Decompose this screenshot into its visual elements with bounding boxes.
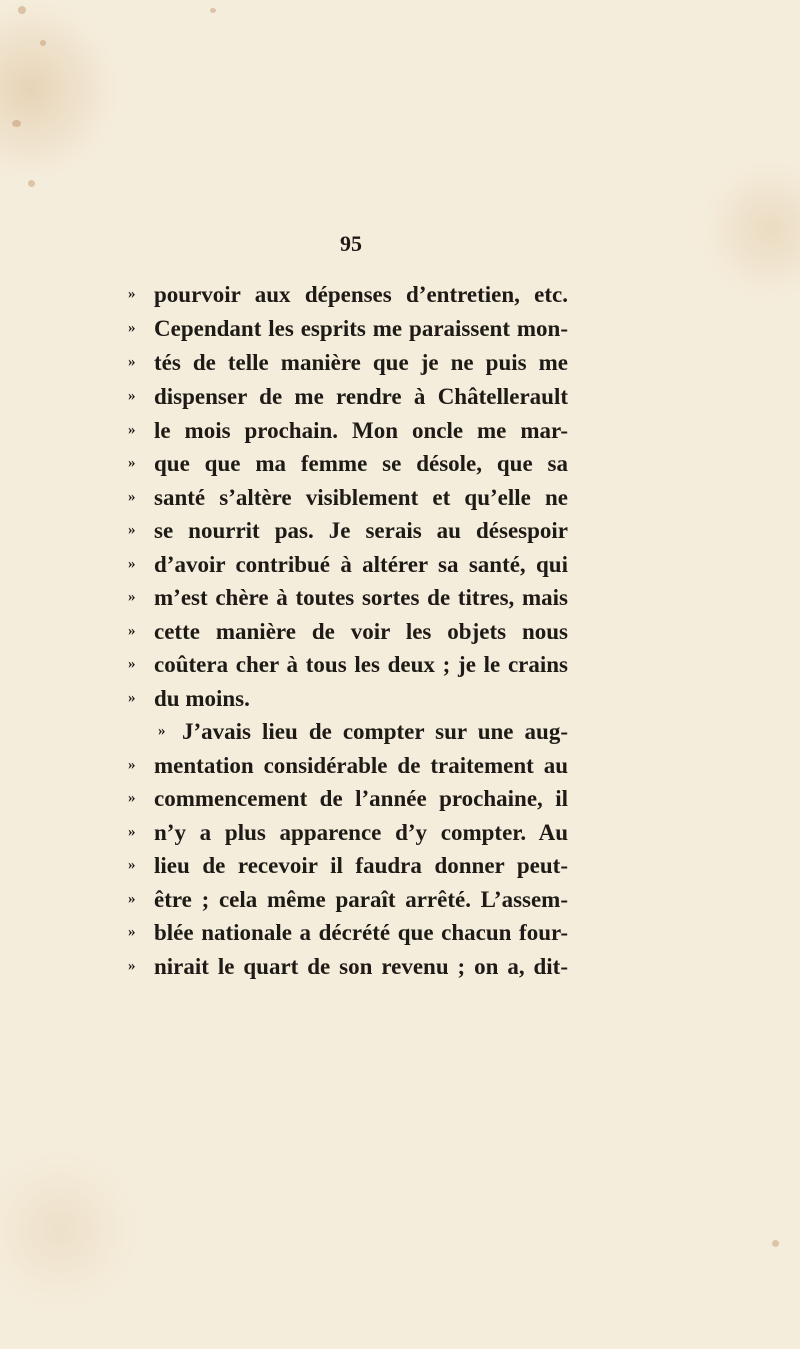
foxing-spot — [28, 180, 35, 187]
quote-mark: » — [128, 891, 136, 907]
foxing-spot — [18, 6, 26, 14]
text-line — [128, 447, 568, 480]
text-line — [128, 682, 568, 715]
text-line — [128, 312, 568, 345]
line-text: commencement de l’année prochaine, il — [154, 786, 568, 811]
line-text: que que ma femme se désole, que sa — [154, 451, 568, 476]
quote-mark: » — [128, 286, 136, 302]
quote-mark: » — [128, 354, 136, 370]
line-text: pourvoir aux dépenses d’entretien, etc. — [154, 282, 568, 307]
line-text: dispenser de me rendre à Châtellerault — [154, 384, 568, 409]
line-text: m’est chère à toutes sortes de titres, mais — [154, 585, 568, 610]
quote-mark: » — [158, 723, 166, 739]
line-text: coûtera cher à tous les deux ; je le crains — [154, 652, 568, 677]
line-text: se nourrit pas. Je serais au désespoir — [154, 518, 568, 543]
text-line — [128, 883, 568, 916]
text-line — [128, 749, 568, 782]
line-text: être ; cela même paraît arrêté. L’assem- — [154, 887, 568, 912]
text-line — [128, 849, 568, 882]
foxing-spot — [12, 120, 21, 127]
text-line — [128, 514, 568, 547]
text-line — [128, 278, 568, 311]
text-line — [128, 414, 568, 447]
line-text: Cependant les esprits me paraissent mon- — [154, 316, 568, 341]
line-text: mentation considérable de traitement au — [154, 753, 568, 778]
quote-mark: » — [128, 589, 136, 605]
line-text: le mois prochain. Mon oncle me mar- — [154, 418, 568, 443]
quote-mark: » — [128, 958, 136, 974]
quote-mark: » — [128, 489, 136, 505]
text-line — [128, 581, 568, 614]
text-line — [128, 816, 568, 849]
quote-mark: » — [128, 320, 136, 336]
text-line — [128, 648, 568, 681]
quote-mark: » — [128, 455, 136, 471]
line-text: d’avoir contribué à altérer sa santé, qui — [154, 552, 568, 577]
line-text: blée nationale a décrété que chacun four- — [154, 920, 568, 945]
line-text: lieu de recevoir il faudra donner peut- — [154, 853, 568, 878]
line-text: J’avais lieu de compter sur une aug- — [182, 719, 568, 744]
foxing-spot — [772, 1240, 779, 1247]
quote-mark: » — [128, 656, 136, 672]
quote-mark: » — [128, 422, 136, 438]
text-line — [128, 380, 568, 413]
quote-mark: » — [128, 690, 136, 706]
line-text: du moins. — [154, 686, 250, 711]
foxing-spot — [210, 8, 216, 13]
line-text: cette manière de voir les objets nous — [154, 619, 568, 644]
text-line — [128, 481, 568, 514]
text-line — [128, 782, 568, 815]
quote-mark: » — [128, 388, 136, 404]
quote-mark: » — [128, 522, 136, 538]
text-line — [128, 950, 568, 983]
quote-mark: » — [128, 623, 136, 639]
line-text: santé s’altère visiblement et qu’elle ne — [154, 485, 568, 510]
line-text: nirait le quart de son revenu ; on a, dit- — [154, 954, 568, 979]
text-line — [128, 715, 568, 748]
quote-mark: » — [128, 924, 136, 940]
quote-mark: » — [128, 824, 136, 840]
page-number: 95 — [340, 231, 362, 256]
quote-mark: » — [128, 790, 136, 806]
line-text: n’y a plus apparence d’y compter. Au — [154, 820, 568, 845]
quote-mark: » — [128, 556, 136, 572]
text-line — [128, 916, 568, 949]
line-text: tés de telle manière que je ne puis me — [154, 350, 568, 375]
text-line — [128, 346, 568, 379]
text-line — [128, 548, 568, 581]
quote-mark: » — [128, 857, 136, 873]
text-line — [128, 615, 568, 648]
foxing-spot — [40, 40, 46, 46]
quote-mark: » — [128, 757, 136, 773]
